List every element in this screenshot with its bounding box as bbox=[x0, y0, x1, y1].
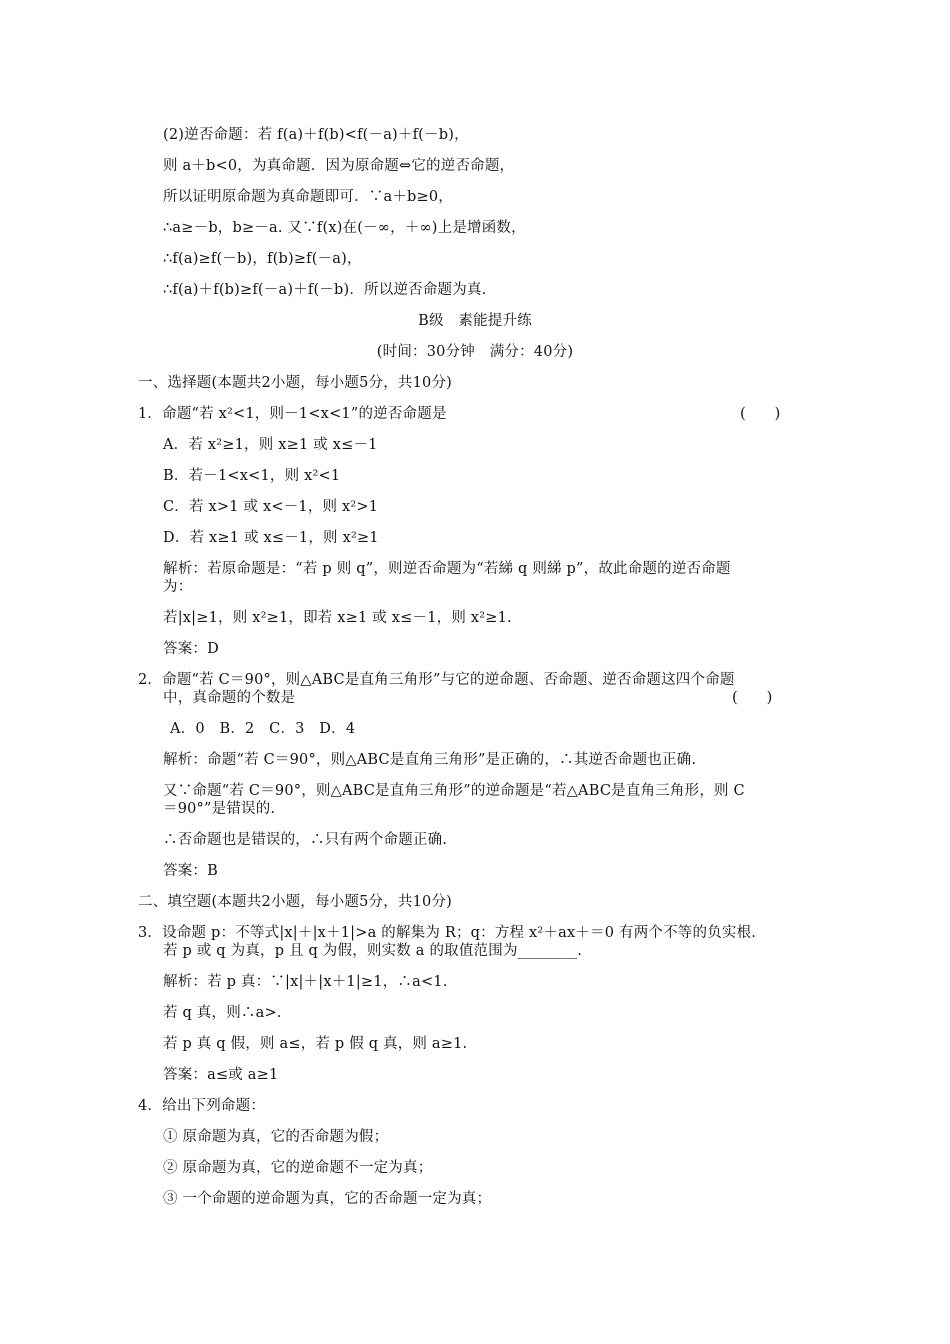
part-heading: 一、选择题(本题共2小题，每小题5分，共10分) bbox=[138, 375, 453, 391]
analysis-line: 若 p 真 q 假，则 a≤，若 p 假 q 真，则 a≥1. bbox=[163, 1036, 468, 1052]
answer-blank: ( ) bbox=[732, 690, 773, 706]
text-line: (2)逆否命题：若 f(a)＋f(b)<f(－a)＋f(－b)， bbox=[163, 127, 469, 143]
question-1: 1．命题“若 x²<1，则－1<x<1”的逆否命题是 bbox=[138, 406, 447, 422]
text-line: ∴a≥－b，b≥－a. 又∵f(x)在(－∞，＋∞)上是增函数， bbox=[163, 220, 526, 236]
statement-1: ① 原命题为真，它的否命题为假； bbox=[163, 1129, 389, 1145]
analysis-line: 为： bbox=[163, 579, 193, 595]
option-a: A．若 x²≥1，则 x≥1 或 x≤－1 bbox=[163, 437, 378, 453]
answer-line: 答案：D bbox=[163, 641, 219, 657]
text-line: 则 a＋b<0，为真命题．因为原命题⇔它的逆否命题， bbox=[163, 158, 515, 174]
option-d: D．若 x≥1 或 x≤－1，则 x²≥1 bbox=[163, 530, 379, 546]
question-3-cont: 若 p 或 q 为真，p 且 q 为假，则实数 a 的取值范围为________. bbox=[163, 943, 583, 959]
text-line: ∴f(a)＋f(b)≥f(－a)＋f(－b)．所以逆否命题为真. bbox=[163, 282, 487, 298]
statement-2: ② 原命题为真，它的逆命题不一定为真； bbox=[163, 1160, 433, 1176]
question-2: 2．命题“若 C＝90°，则△ABC是直角三角形”与它的逆命题、否命题、逆否命题这四个命题 bbox=[138, 672, 735, 688]
text-line: 所以证明原命题为真命题即可．∵a＋b≥0， bbox=[163, 189, 453, 205]
analysis-line: 解析：若原命题是：“若 p 则 q”，则逆否命题为“若綈 q 则綈 p”，故此命题的逆否命题 bbox=[163, 561, 731, 577]
analysis-line: 解析：若 p 真：∵|x|＋|x＋1|≥1，∴a<1. bbox=[163, 974, 448, 990]
statement-3: ③ 一个命题的逆命题为真，它的否命题一定为真； bbox=[163, 1191, 492, 1207]
answer-line: 答案：B bbox=[163, 863, 218, 879]
analysis-line: 若 q 真，则∴a>. bbox=[163, 1005, 282, 1021]
answer-blank: ( ) bbox=[740, 406, 781, 422]
text-line: ∴f(a)≥f(－b)，f(b)≥f(－a)， bbox=[163, 251, 362, 267]
answer-line: 答案：a≤或 a≥1 bbox=[163, 1067, 279, 1083]
option-c: C．若 x>1 或 x<－1，则 x²>1 bbox=[163, 499, 379, 515]
options-line: A．0 B．2 C．3 D．4 bbox=[170, 721, 356, 737]
analysis-line: 解析：命题“若 C＝90°，则△ABC是直角三角形”是正确的，∴其逆否命题也正确. bbox=[163, 752, 697, 768]
question-3: 3．设命题 p：不等式|x|＋|x＋1|>a 的解集为 R；q：方程 x²＋ax＋＝0 有两个不等的负实根. bbox=[138, 925, 757, 941]
question-4: 4．给出下列命题： bbox=[138, 1098, 266, 1114]
option-b: B．若－1<x<1，则 x²<1 bbox=[163, 468, 341, 484]
section-subheading: (时间：30分钟 满分：40分) bbox=[376, 344, 574, 360]
part-heading: 二、填空题(本题共2小题，每小题5分，共10分) bbox=[138, 894, 453, 910]
section-heading: B级 素能提升练 bbox=[418, 313, 532, 329]
analysis-line: 若|x|≥1，则 x²≥1，即若 x≥1 或 x≤－1，则 x²≥1. bbox=[163, 610, 512, 626]
analysis-line: ＝90°”是错误的. bbox=[163, 801, 276, 817]
analysis-line: 又∵命题“若 C＝90°，则△ABC是直角三角形”的逆命题是“若△ABC是直角三角形，则 C bbox=[163, 783, 745, 799]
question-2-cont: 中，真命题的个数是 bbox=[163, 690, 296, 706]
analysis-line: ∴否命题也是错误的，∴只有两个命题正确. bbox=[163, 832, 448, 848]
